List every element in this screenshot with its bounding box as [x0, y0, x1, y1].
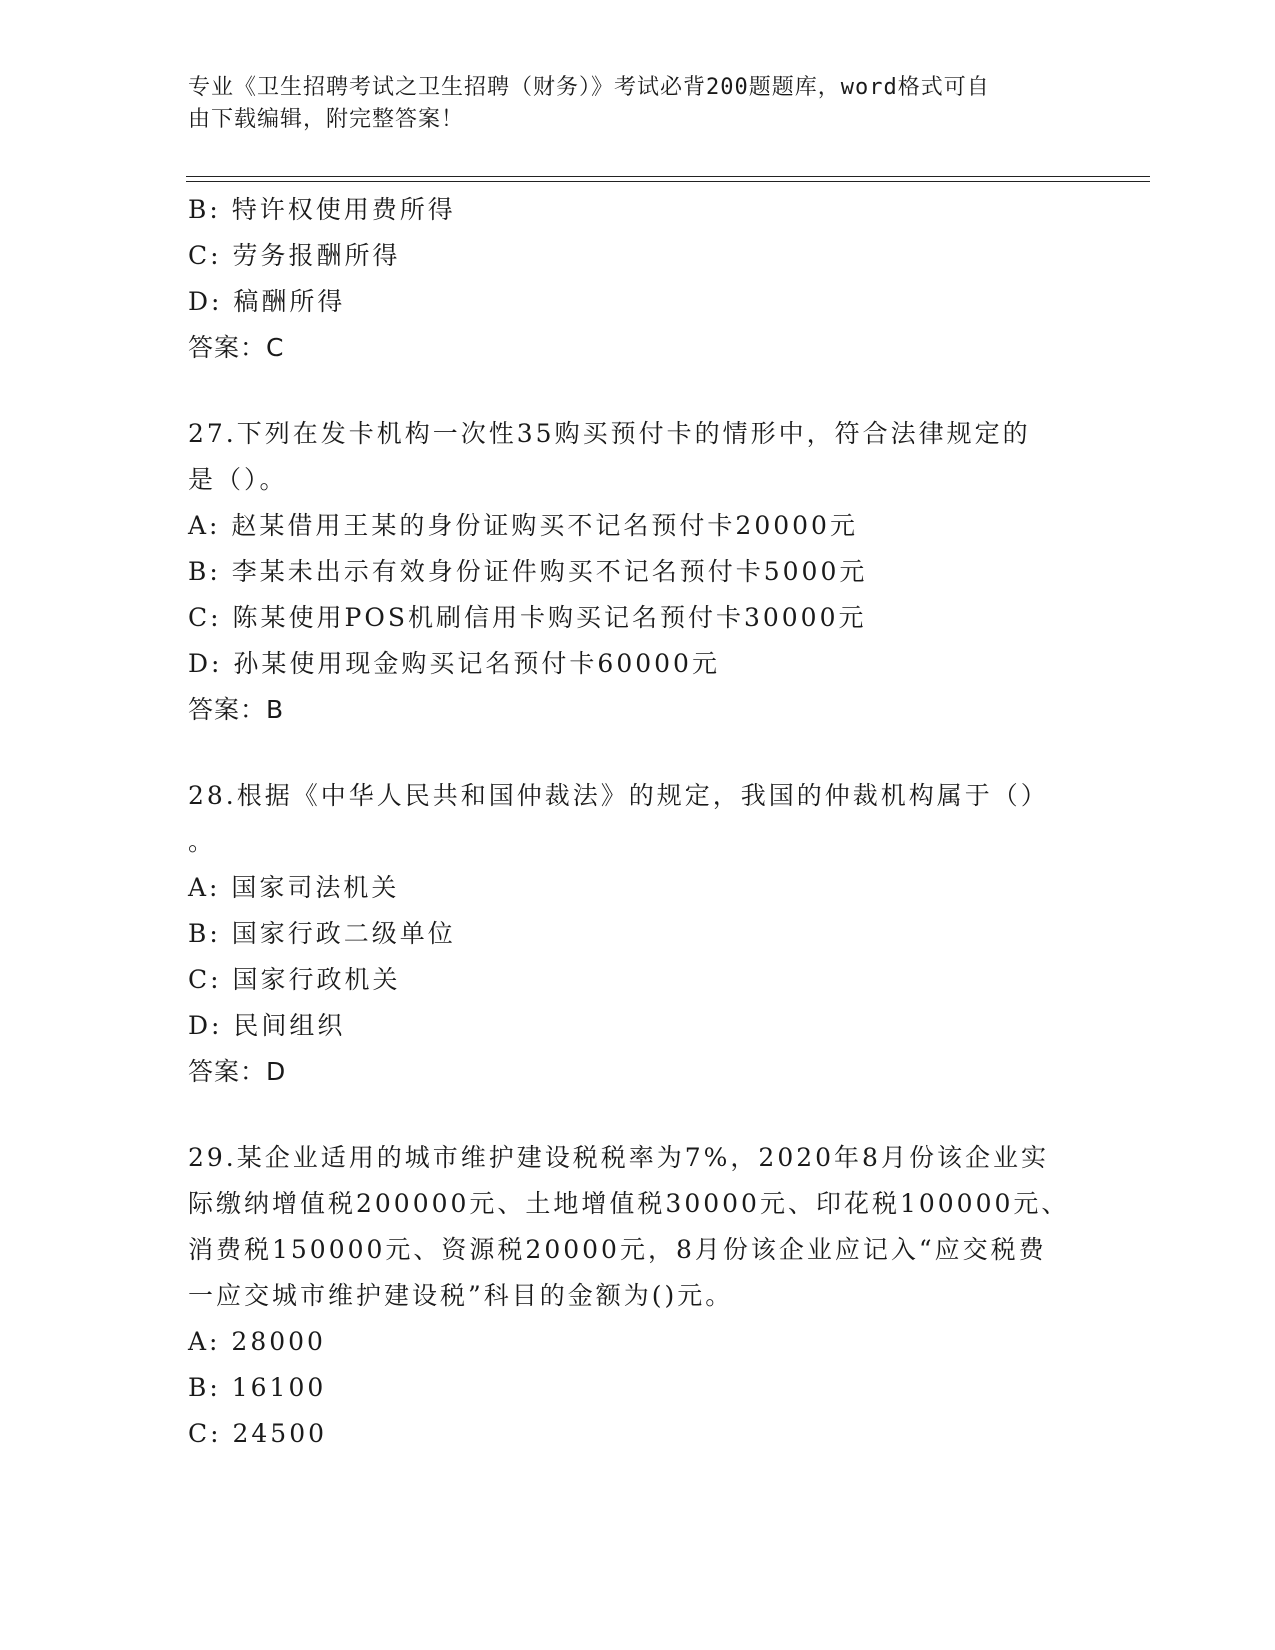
answer-text: 答案：B — [188, 695, 285, 724]
option-c: C: 国家行政机关 — [188, 965, 401, 994]
question-text-line: 一应交城市维护建设税”科目的金额为()元。 — [188, 1281, 734, 1310]
option-c: C: 陈某使用POS机刷信用卡购买记名预付卡30000元 — [188, 603, 867, 632]
answer-text: 答案：D — [188, 1057, 287, 1086]
header-divider-bottom — [186, 181, 1150, 182]
question-text-line: 28.根据《中华人民共和国仲裁法》的规定，我国的仲裁机构属于（） — [188, 781, 1049, 810]
answer-text: 答案：C — [188, 333, 285, 362]
option-a: A: 国家司法机关 — [188, 873, 400, 902]
question-text-line: 际缴纳增值税200000元、土地增值税30000元、印花税100000元、 — [188, 1189, 1070, 1218]
question-content — [188, 187, 1068, 1457]
question-block-26 — [188, 187, 1068, 371]
option-c: C: 24500 — [188, 1419, 328, 1448]
spacer — [188, 371, 1068, 411]
option-d: D: 稿酬所得 — [188, 287, 346, 316]
question-block-29 — [188, 1135, 1068, 1457]
question-text-line: 。 — [188, 827, 217, 856]
header-line-2: 由下载编辑，附完整答案！ — [188, 107, 465, 132]
spacer — [188, 733, 1068, 773]
header-line-1: 专业《卫生招聘考试之卫生招聘（财务）》考试必背200题题库，word格式可自 — [188, 75, 990, 100]
option-b: B: 国家行政二级单位 — [188, 919, 456, 948]
document-header — [188, 72, 1068, 136]
option-c: C: 劳务报酬所得 — [188, 241, 401, 270]
question-block-27 — [188, 411, 1068, 733]
header-divider-top — [186, 176, 1150, 177]
spacer — [188, 1095, 1068, 1135]
option-d: D: 孙某使用现金购买记名预付卡60000元 — [188, 649, 720, 678]
option-b: B: 李某未出示有效身份证件购买不记名预付卡5000元 — [188, 557, 868, 586]
option-b: B: 16100 — [188, 1373, 327, 1402]
option-b: B: 特许权使用费所得 — [188, 195, 456, 224]
question-text-line: 27.下列在发卡机构一次性35购买预付卡的情形中，符合法律规定的 — [188, 419, 1031, 448]
question-text-line: 是（）。 — [188, 465, 288, 494]
option-d: D: 民间组织 — [188, 1011, 346, 1040]
option-a: A: 28000 — [188, 1327, 326, 1356]
question-text-line: 29.某企业适用的城市维护建设税税率为7%，2020年8月份该企业实 — [188, 1143, 1049, 1172]
question-text-line: 消费税150000元、资源税20000元，8月份该企业应记入“应交税费 — [188, 1235, 1047, 1264]
question-block-28 — [188, 773, 1068, 1095]
option-a: A: 赵某借用王某的身份证购买不记名预付卡20000元 — [188, 511, 858, 540]
